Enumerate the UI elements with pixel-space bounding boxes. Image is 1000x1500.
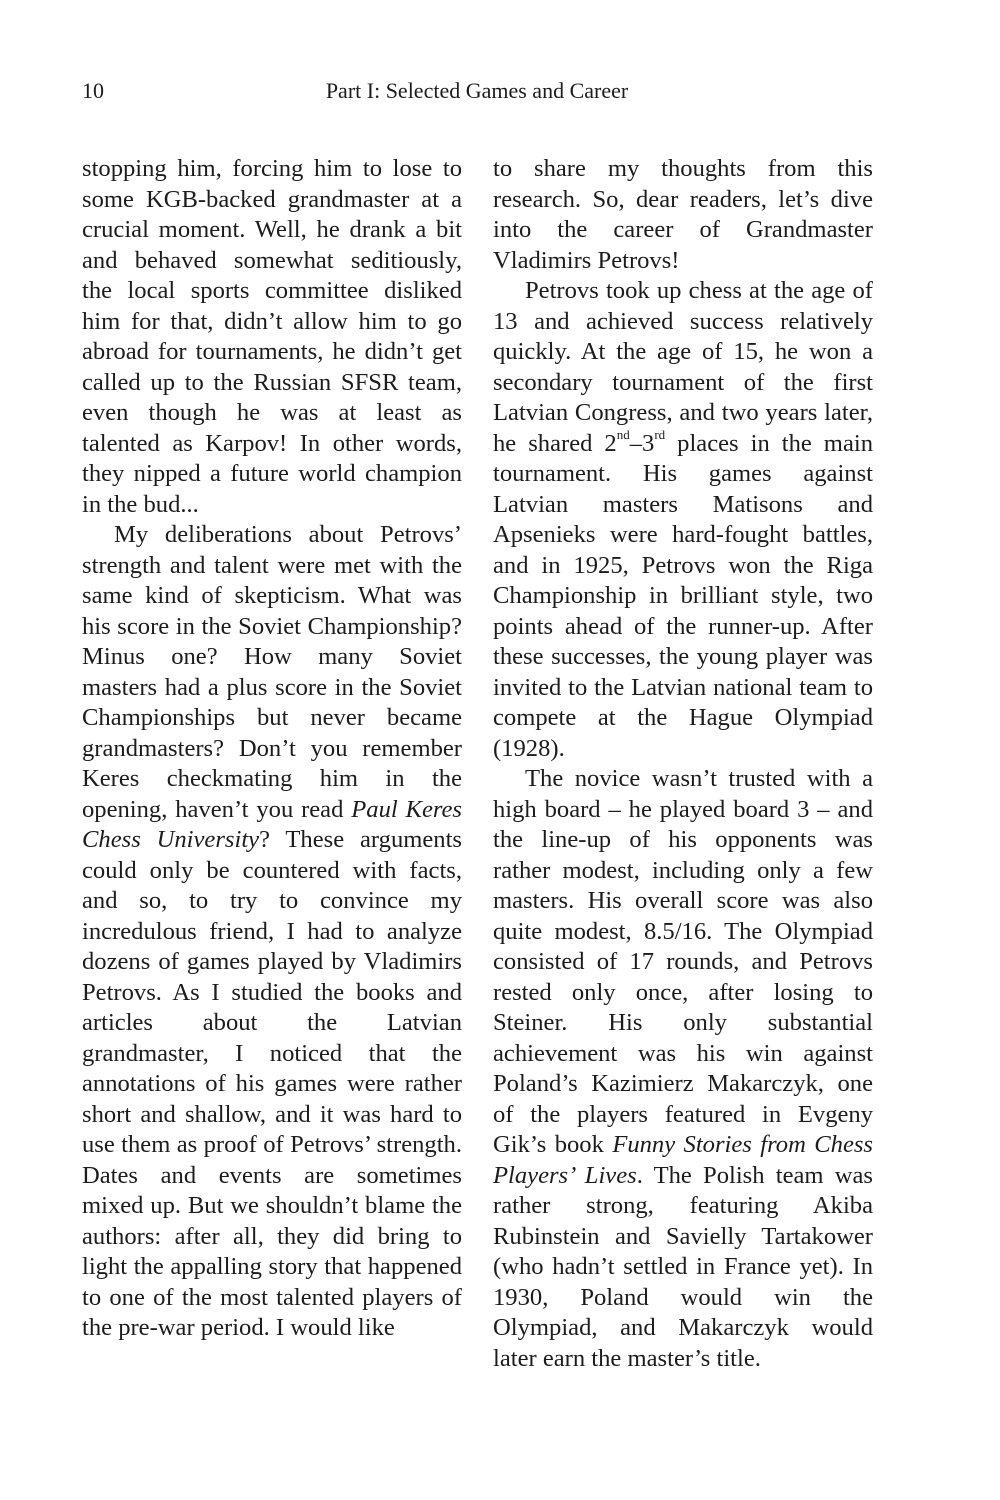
page-header: [82, 76, 872, 106]
paragraph-text: My deliberations about Petrovs’ strength and talent were met with the same kind of skepticism. What was his score in the Soviet Championship? Minus one? How many Soviet masters had a plus score in the Soviet Championships but never became grandmasters? Don’t you remember Keres checkmating him in the opening, haven’t you read: [82, 521, 462, 823]
paragraph: [493, 276, 873, 764]
right-column: [493, 154, 873, 1374]
paragraph-text: . The Polish team was rather strong, featuring Akiba Rubinstein and Savielly Tartakower (who hadn’t settled in France yet). In 1930, Poland would win the Olympiad, and Makarczyk would later earn the master’s title.: [493, 1161, 873, 1372]
ordinal-suffix: rd: [654, 427, 666, 443]
paragraph-text: The novice wasn’t trusted with a high board – he played board 3 – and the line-up of his opponents was rather modest, including only a few masters. His overall score was also quite modest, 8.5/16. The Olympiad consisted of 17 rounds, and Petrovs rested only once, after losing to Steiner. His only substantial achievement was his win against Poland’s Kazimierz Makarczyk, one of the players featured in Evgeny Gik’s book: [493, 765, 873, 1158]
paragraph: [493, 764, 873, 1374]
running-title: Part I: Selected Games and Career: [325, 78, 629, 103]
book-title: Funny Stories from Chess Players’ Lives: [493, 1131, 873, 1189]
paragraph: [82, 520, 462, 1344]
paragraph-text: ? These arguments could only be countered with facts, and so, to try to convince my incredulous friend, I had to analyze dozens of games played by Vladimirs Petrovs. As I studied the books and articles about the Latvian grandmaster, I noticed that the annotations of his games were rather short and shallow, and it was hard to use them as proof of Petrovs’ strength. Dates and events are sometimes mixed up. But we shouldn’t blame the authors: after all, they did bring to light the appalling story that happened to one of the most talented players of the pre-war period. I would like: [82, 826, 462, 1341]
paragraph-text: to share my thoughts from this research. So, dear readers, let’s dive into the career of Grandmaster Vladimirs Petrovs!: [493, 155, 873, 274]
paragraph-text: Petrovs took up chess at the age of 13 and achieved success relatively quickly. At the age of 15, he won a secondary tournament of the first Latvian Congress, and two years later, he shared 2: [493, 277, 873, 457]
paragraph-text: –3: [629, 429, 655, 457]
book-title: Paul Keres Chess University: [82, 795, 462, 853]
page-number: 10: [82, 78, 104, 103]
paragraph: [82, 154, 462, 520]
ordinal-suffix: nd: [616, 427, 630, 443]
paragraph-text: stopping him, forcing him to lose to some KGB-backed grandmaster at a crucial moment. Well, he drank a bit and behaved somewhat seditiously, the local sports committee disliked him for that, didn’t allow him to go abroad for tournaments, he didn’t get called up to the Russian SFSR team, even though he was at least as talented as Karpov! In other words, they nipped a future world champion in the bud...: [82, 155, 462, 518]
paragraph: [493, 154, 873, 276]
left-column: [82, 154, 462, 1344]
paragraph-text: places in the main tournament. His games against Latvian masters Matisons and Apsenieks were hard-fought battles, and in 1925, Petrovs won the Riga Championship in brilliant style, two points ahead of the runner-up. After these successes, the young player was invited to the Latvian national team to compete at the Hague Olympiad (1928).: [493, 429, 873, 762]
